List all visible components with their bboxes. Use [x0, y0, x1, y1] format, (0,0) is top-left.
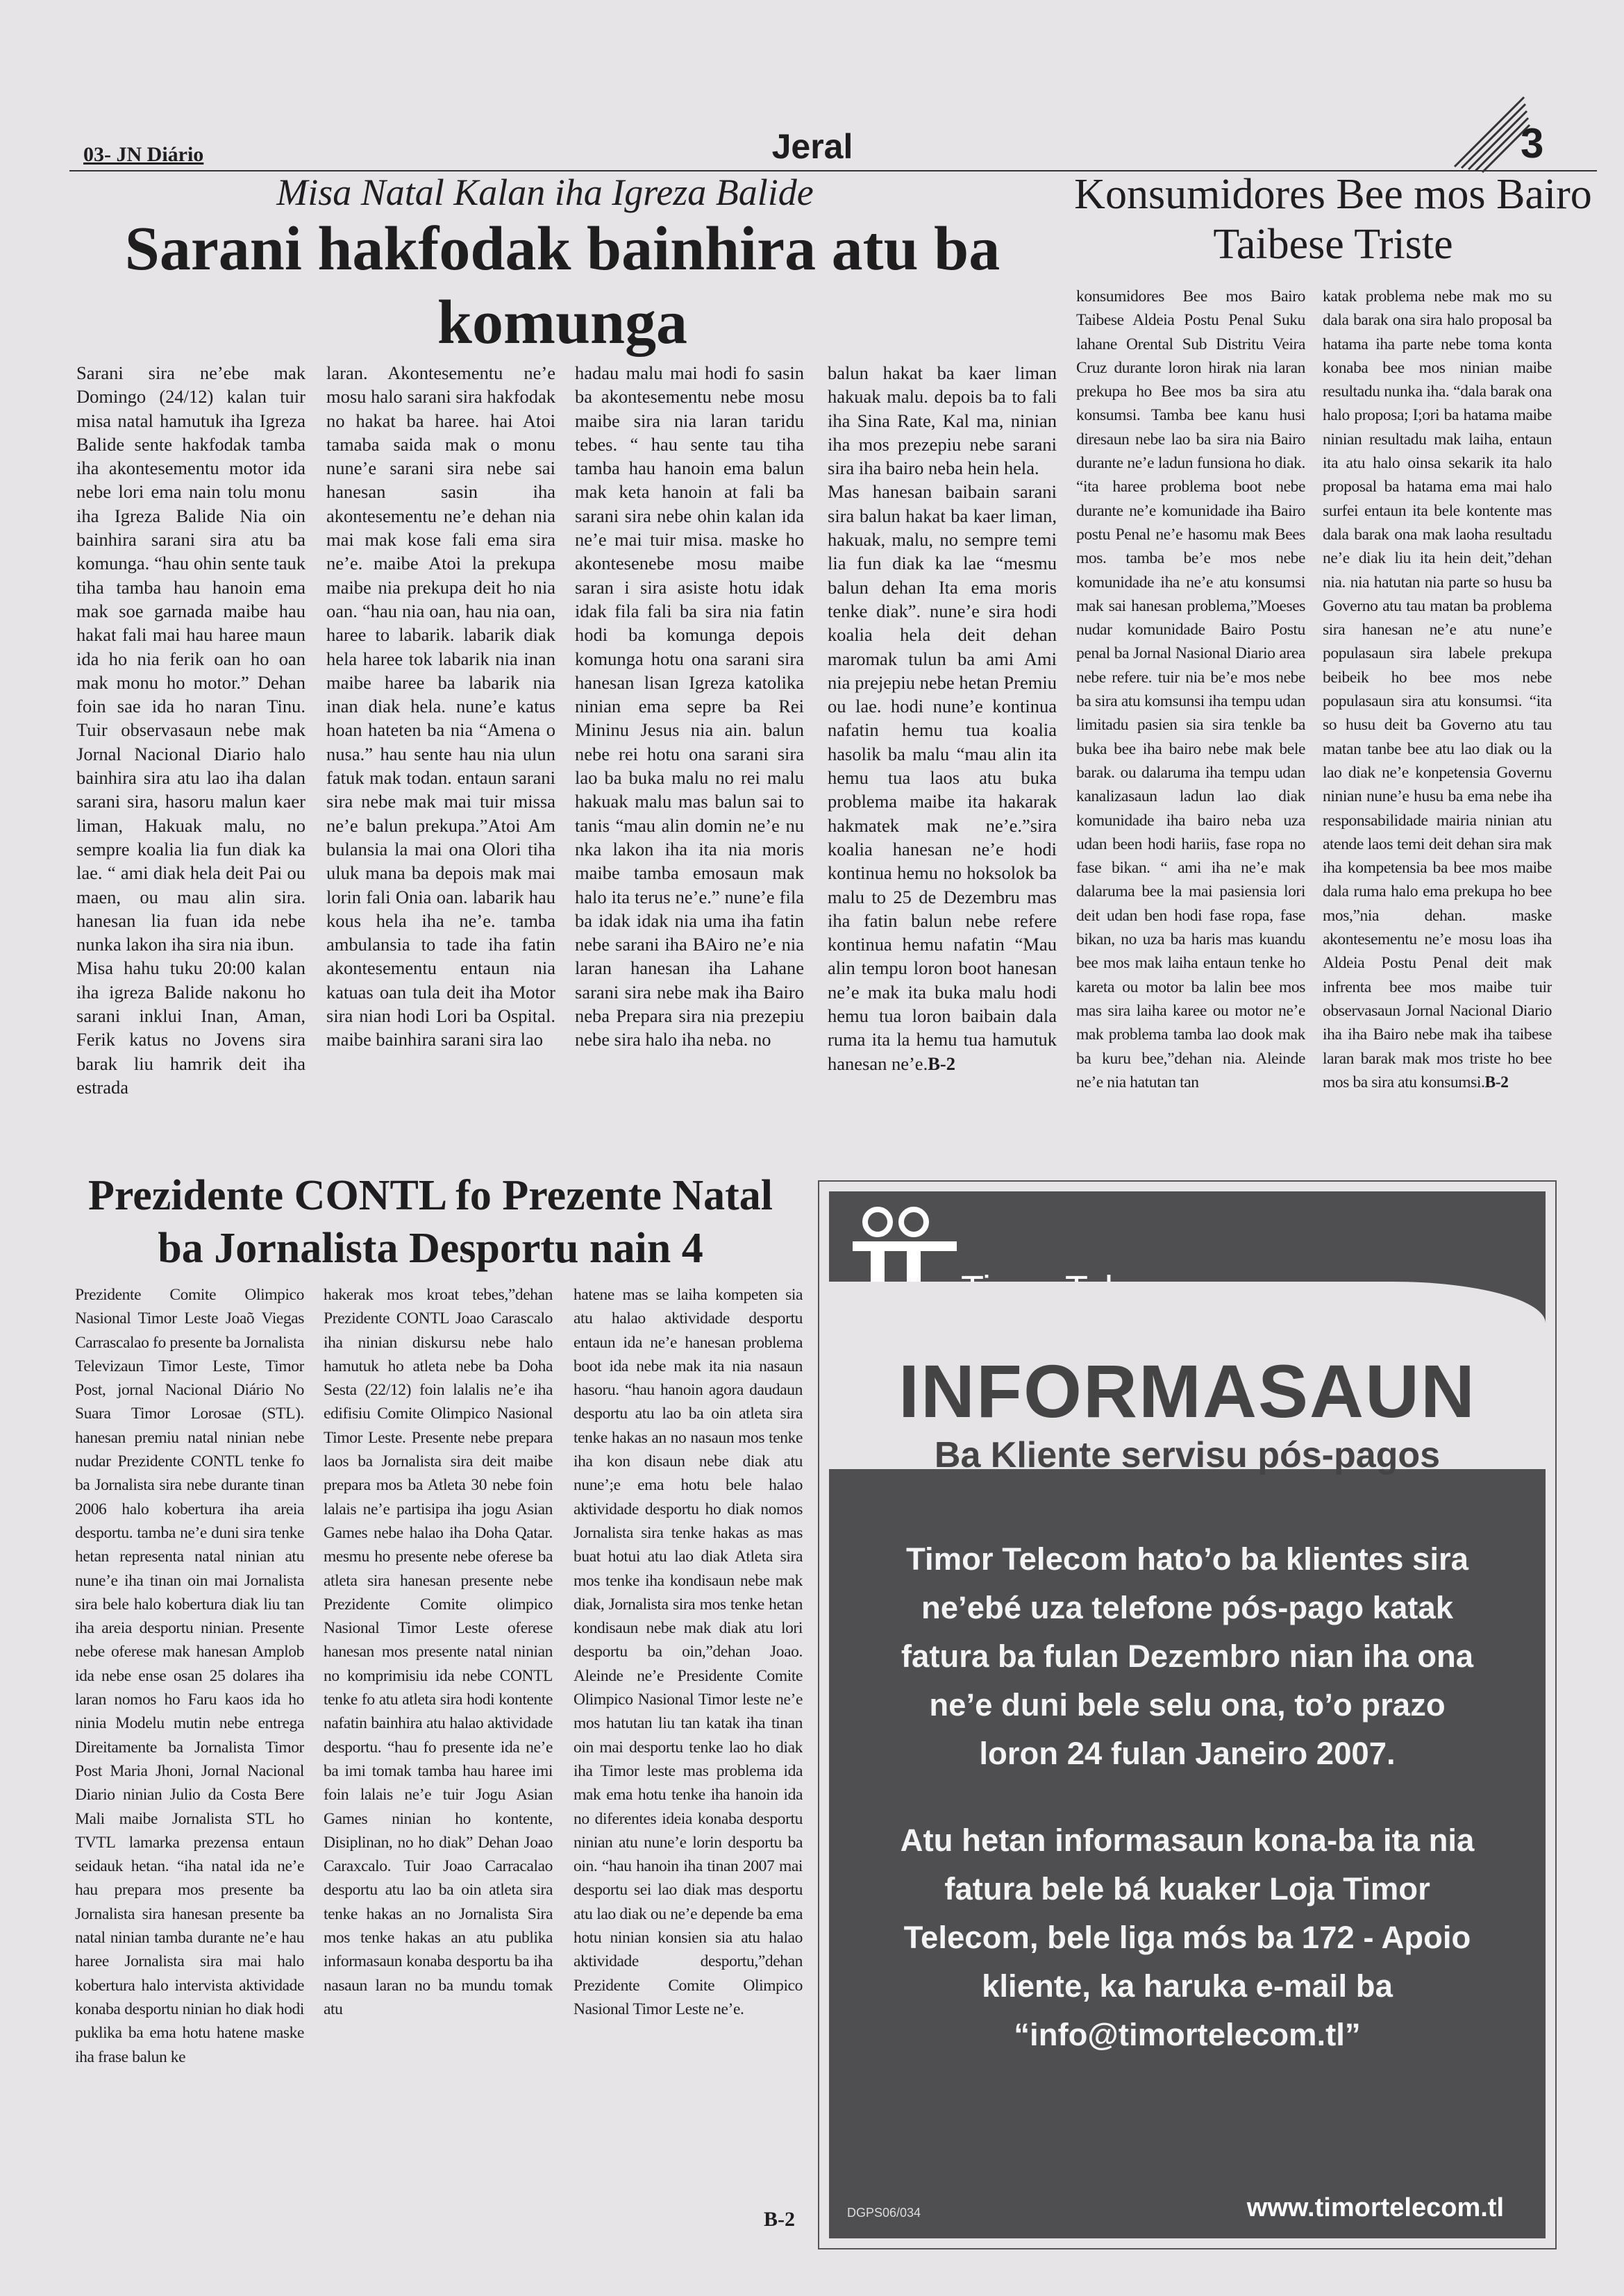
- article3-column-1: [75, 1283, 304, 2234]
- article3-paragraph: hakerak mos kroat tebes,”dehan Prezidente CONTL Joao Carascalo iha ninian diskursu nebe halo hamutuk ho atleta nebe ba Doha Sesta (22/12) foin lalalis ne’e iha edifisiu Comite Olimpico Nasional Timor Leste. Presente nebe prepara laos ba Jornalista sira deit maibe prepara mos ba Atleta 30 nebe foin lalais ne’e partisipa iha jogu Asian Games nebe halao iha Doha Qatar. mesmu ho presente nebe oferese ba atleta sira hanesan presente nebe Prezidente Comite olimpico Nasional Timor Leste oferese hanesan mos presente natal ninian no komprimisiu ida nebe CONTL tenke fo atu atleta sira hodi kontente nafatin bainhira atu halao aktividade desportu. “hau fo presente ida ne’e ba imi tomak tamba hau haree imi foin lalais ne’e tuir Jogu Asian Games ninian ho kontente, Disiplinan, no ho diak” Dehan Joao Caraxcalo. Tuir Joao Carracalao desportu atu lao ba oin atleta sira tenke hakas an no Jornalista Sira mos tenke hakas an atu publika informasaun konaba desportu ba iha nasaun laran no ba mundu tomak atu: [324, 1286, 553, 2018]
- advert-body-line: kliente, ka haruka e-mail ba: [982, 1968, 1393, 2004]
- advert-body-line: ne’ebé uza telefone pós-pago katak: [921, 1590, 1454, 1625]
- article1-paragraph: balun hakat ba kaer liman hakuak malu. depois ba to fali iha Sina Rate, Kal ma, ninian iha mos prezepiu nebe sarani sira iha bairo neba hein hela.: [828, 362, 1057, 479]
- article1-headline: Sarani hakfodak bainhira atu ba komunga: [124, 215, 1001, 357]
- page-label: 03- JN Diário: [83, 143, 204, 166]
- section-title: Jeral: [771, 127, 853, 166]
- article3-paragraph: Prezidente Comite Olimpico Nasional Timor Leste Joaõ Viegas Carrascalao fo presente ba Jornalista Televizaun Timor Leste, Timor Post, jornal Nacional Diário No Suara Timor Lorosae (STL). hanesan premiu natal ninian nebe nudar Prezidente CONTL tenke fo ba Jornalista sira nebe durante tinan 2006 halo kobertura iha areia desportu. tamba ne’e duni sira tenke hetan representa natal ninian atu nune’e iha tinan oin mai Jornalista sira bele halo kobertura diak liu tan iha areia desportu ninian. Presente nebe oferese mak hanesan Amplob ida nebe ense osan 25 dolares iha laran nomos ho Faru kaos ida ho ninia Modelu mutin nebe entrega Direitamente ba Jornalista Timor Post Maria Jhoni, Jornal Nacional Diario ninian Julio da Costa Bere Mali maibe Jornalista STL ho TVTL lamarka prezensa entaun seidauk hetan. “iha natal ida ne’e hau prepara mos presente ba Jornalista sira hanesan presente ba natal ninian tamba durante ne’e hau haree Jornalista sira mai halo kobertura halo intervista aktividade konaba desportu ninian ho diak hodi puklika ba ema hotu hatene maske iha frase balun ke: [75, 1286, 304, 2066]
- article2-signature: B-2: [1484, 1073, 1509, 1091]
- article1-paragraph: Sarani sira ne’ebe mak Domingo (24/12) kalan tuir misa natal hamutuk iha Igreza Balide sente hakfodak tamba iha akontesementu motor ida nebe lori ema nain tolu monu iha Igreza Balide Nia oin bainhira sarani sira atu ba komunga. “hau ohin sente tauk tiha tamba hau hanoin ema mak soe garnada maibe hau hakat fali mai hau haree maun ida ho nia ferik oan ho oan mak monu ho motor.” Dehan foin sae ida ho naran Tinu. Tuir observasaun nebe mak Jornal Nacional Diario halo bainhira sira atu lao iha dalan sarani sira, hasoru malun kaer liman, Hakuak malu, no sempre koalia lia fun diak ka lae. “ ami diak hela deit Pai ou maen, ou mau alin sira. hanesan lia fuan ida nebe nunka lakon iha sira nia ibun.: [76, 362, 305, 955]
- article1-column-2: [326, 361, 555, 1146]
- article1-paragraph: laran. Akontesementu ne’e mosu halo sarani sira hakfodak no hakat ba haree. hai Atoi tamaba saida mak o monu nune’e sarani sira nebe sai hanesan sasin iha akontesementu ne’e dehan nia mai mak kose fali ema sira ne’e. maibe Atoi la prekupa maibe nia prekupa deit ho nia oan. “hau nia oan, hau nia oan, haree to labarik. labarik diak hela haree tok labarik nia inan maibe haree ba labarik nia inan diak hela. nune’e katus hoan hateten ba nia “Amena o nusa.” hau sente hau nia ulun fatuk mak todan. entaun sarani sira nebe mak mai tuir missa ne’e balun prekupa.”Atoi Am bulansia la mai ona Olori tiha uluk mana ba depois mak mai lorin fali Onia oan. labarik hau kous hela iha ne’e. tamba ambulansia to tade iha fatin akontesementu entaun nia katuas oan tula deit iha Motor sira nian hodi Lori ba Ospital. maibe bainhira sarani sira lao: [326, 362, 555, 1050]
- advert-panel: [829, 1191, 1546, 2238]
- article3-paragraph: hatene mas se laiha kompeten sia atu halao aktividade desportu entaun ida ne’e hanesan problema boot ida nebe mak ita nia nasaun hasoru. “hau hanoin agora daudaun desportu atu lao ba oin atleta sira tenke hakas an no nasaun mos tenke iha kon disaun nebe diak atu nune’;e ema hotu bele halao aktividade desportu ho diak nomos Jornalista sira tenke hakas as mas buat hotui atu lao diak Atleta sira mos tenke iha kondisaun nebe mak diak, Jornalista sira mos tenke hetan kondisaun nebe mak diak atu lori desportu ba oin,”dehan Joao. Aleinde ne’e Presidente Comite Olimpico Nasional Timor leste ne’e mos hatutan liu tan katak iha tinan oin mai desportu tenke lao ho diak iha Timor leste mas problema ida mak ema hotu tenke iha hanoin ida no diferentes ideia konaba desportu ninian atu nune’e lorin desportu ba oin. “hau hanoin iha tinan 2007 mai desportu sei lao diak mas desportu atu lao diak ou ne’e depende ba ema hotu ninian konsien sia atu halao aktividade desportu,”dehan Prezidente Comite Olimpico Nasional Timor Leste ne’e.: [574, 1286, 803, 2018]
- advert-body-line: fatura ba fulan Dezembro nian iha ona: [901, 1639, 1474, 1674]
- article1-paragraph: Misa hahu tuku 20:00 kalan iha igreza Balide nakonu ho sarani inklui Inan, Aman, Ferik katus no Jovens sira barak liu hamrik deit iha estrada: [76, 957, 305, 1098]
- article2-headline: Konsumidores Bee mos Bairo Taibese Triste: [1074, 171, 1592, 268]
- advert-body-line: fatura bele bá kuaker Loja Timor: [944, 1871, 1430, 1907]
- article3-column-2: [324, 1283, 553, 2234]
- article1-column-4: [828, 361, 1057, 1146]
- article1-column-3: [575, 361, 804, 1146]
- advert-code: DGPS06/034: [847, 2206, 921, 2220]
- advert-body: [857, 1535, 1518, 1778]
- advert-body-line: Timor Telecom hato’o ba klientes sira: [906, 1541, 1468, 1577]
- article2-paragraph: katak problema nebe mak mo su dala barak ona sira halo proposal ba hatama iha parte nebe toma konta konaba bee mos ninian maibe resultadu nunka iha. “dala barak ona halo proposa; I;ori ba hatama maibe ninian resultadu mak laiha, entaun ita atu halo oinsa sekarik ita halo proposal ba hatama ema mai halo surfei entaun ita bele kontente mas dala barak ona mak laoha resultadu ne’e diak liu ita hein deit,”dehan nia. nia hatutan nia parte so husu ba Governo atu tau matan ba problema sira hanesan ne’e atu nune’e populasaun sira labele prekupa beibeik ho bee mos nebe populasaun sira atu konsumsi. “ita so husu deit ba Governo atu tau matan tanbe bee atu lao diak ou la lao diak ne’e konpetensia Governu ninian nune’e husu ba ema nebe iha responsabilidade mairia ninian atu atende laos temi deit dehan sira mak iha kompetensia ba bee mos maibe dala ruma halo ema prekupa ho bee mos,”nia dehan. maske akontesementu ne’e mosu loas iha Aldeia Postu Penal deit mak infrenta bee mos maibe tuir observasaun Jornal Nacional Diario iha iha Bairo nebe mak iha taibese laran barak mak mos triste ho bee mos ba sira atu konsumsi.: [1323, 287, 1552, 1091]
- advert-body-line: “info@timortelecom.tl”: [1014, 2017, 1361, 2052]
- advert-body-2: [857, 1816, 1518, 2059]
- article3-signature: B-2: [764, 2208, 795, 2231]
- advert-body-line: ne’e duni bele selu ona, to’o prazo: [929, 1687, 1446, 1723]
- advert-body-line: loron 24 fulan Janeiro 2007.: [979, 1736, 1396, 1771]
- article3-column-3: [574, 1283, 803, 2206]
- diagonal-stripes-icon: [1448, 90, 1531, 174]
- article2-column-1: [1076, 285, 1305, 1166]
- article3-headline: [42, 1169, 819, 1275]
- article1-column-1: [76, 361, 305, 1146]
- page-number: 3: [1521, 120, 1544, 167]
- article1-signature: B-2: [928, 1053, 955, 1074]
- advert-body-line: Telecom, bele liga mós ba 172 - Apoio: [903, 1920, 1471, 1955]
- timor-telecom-advert: [818, 1180, 1557, 2249]
- advert-url[interactable]: www.timortelecom.tl: [1246, 2193, 1504, 2222]
- article1-paragraph: hadau malu mai hodi fo sasin ba akontesementu nebe mosu maibe sira nia laran taridu tebes. “ hau sente tau tiha tamba hau hanoin ema balun mak keta hanoin at fali ba sarani sira nebe ohin kalan ida ne’e mai tuir misa. maske ho akontesenebe mosu maibe saran i sira asiste hotu idak idak fila fali ba sira nia fatin hodi ba komunga depois komunga hotu ona sarani sira hanesan lisan Igreza katolika ninian ema sepre ba Rei Mininu Jesus nia ain. balun nebe rei hotu ona sarani sira lao ba buka malu no rei malu hakuak malu mas balun sai to tanis “mau alin domin ne’e nu nka lakon iha ita nia moris maibe tamba emosaun mak halo ita terus ne’e.” nune’e fila ba idak idak nia uma iha fatin nebe sarani iha BAiro ne’e nia laran hanesan iha Lahane sarani sira nebe mak iha Bairo neba Prepara sira nia prezepiu nebe sira halo iha neba. no: [575, 362, 804, 1050]
- advert-body-line: Atu hetan informasaun kona-ba ita nia: [900, 1822, 1475, 1858]
- article1-paragraph: Mas hanesan baibain sarani sira balun hakat ba kaer liman, hakuak, malu, no sempre temi lia fun diak ka lae “mesmu balun dehan Ita ema moris tenke diak”. nune’e sira hodi koalia hela deit dehan maromak tulun ba ami Ami nia prejepiu nebe hetan Premiu ou lae. hodi nune’e kontinua nafatin hemu tua koalia hasolik ba malu “mau alin ita hemu tua laos atu buka problema maibe ita hakarak hakmatek mak ne’e.”sira koalia hanesan ne’e hodi kontinua hemu no hoksolok ba malu to 25 de Dezembru mas iha fatin balun nebe refere kontinua hemu nafatin “Mau alin tempu loron boot hanesan ne’e mak ita buka malu hodi hemu tua loron baibain dala ruma ita la hemu tua hamutuk hanesan ne’e.: [828, 481, 1057, 1074]
- article3-headline-line: Prezidente CONTL fo Prezente Natal: [87, 1172, 773, 1219]
- article2-paragraph: konsumidores Bee mos Bairo Taibese Aldeia Postu Penal Suku lahane Orental Sub Distritu Veira Cruz durante loron hirak nia laran prekupa ho Bee mos ba sira atu konsumsi. Tamba bee kanu husi diresaun nebe lao ba sira nia Bairo durante ne’e ladun funsiona ho diak. “ita haree problema boot nebe durante ne’e komunidade iha Bairo postu Penal ne’e hasomu mak Bees mos. tamba be’e mos nebe komunidade iha ne’e atu konsumsi mak sai hanesan problema,”Moeses nudar komunidade Bairo Postu penal ba Jornal Nasional Diario area nebe refere. tuir nia be’e mos nebe ba sira atu komsunsi iha tempu udan limitadu pasien sia sira tenkle ba buka bee iha bairo nebe mak bele barak. ou dalaruma iha tempu udan kanalizasaun ladun lao diak komunidade iha bairo neba uza udan been hodi hariis, fase ropa no fase bikan. “ ami iha ne’e mak dalaruma bee la mai pasiensia lori deit udan ben hodi fase ropa, fase bikan, no uza ba haris mas kuandu bee mos mak laiha entaun tenke ho kareta ou motor ba lalin bee mos mas sira laiha karee ou motor ne’e mak problema tamba lao dook mak ba kuru bee,”dehan nia. Aleinde ne’e nia hatutan tan: [1076, 287, 1305, 1091]
- article3-headline-line: ba Jornalista Desportu nain 4: [158, 1225, 703, 1272]
- article1-kicker: Misa Natal Kalan iha Igreza Balide: [276, 171, 814, 213]
- advert-title: INFORMASAUN: [898, 1349, 1476, 1433]
- article2-column-2: [1323, 285, 1552, 1166]
- advert-subtitle: Ba Kliente servisu pós-pagos: [934, 1435, 1441, 1475]
